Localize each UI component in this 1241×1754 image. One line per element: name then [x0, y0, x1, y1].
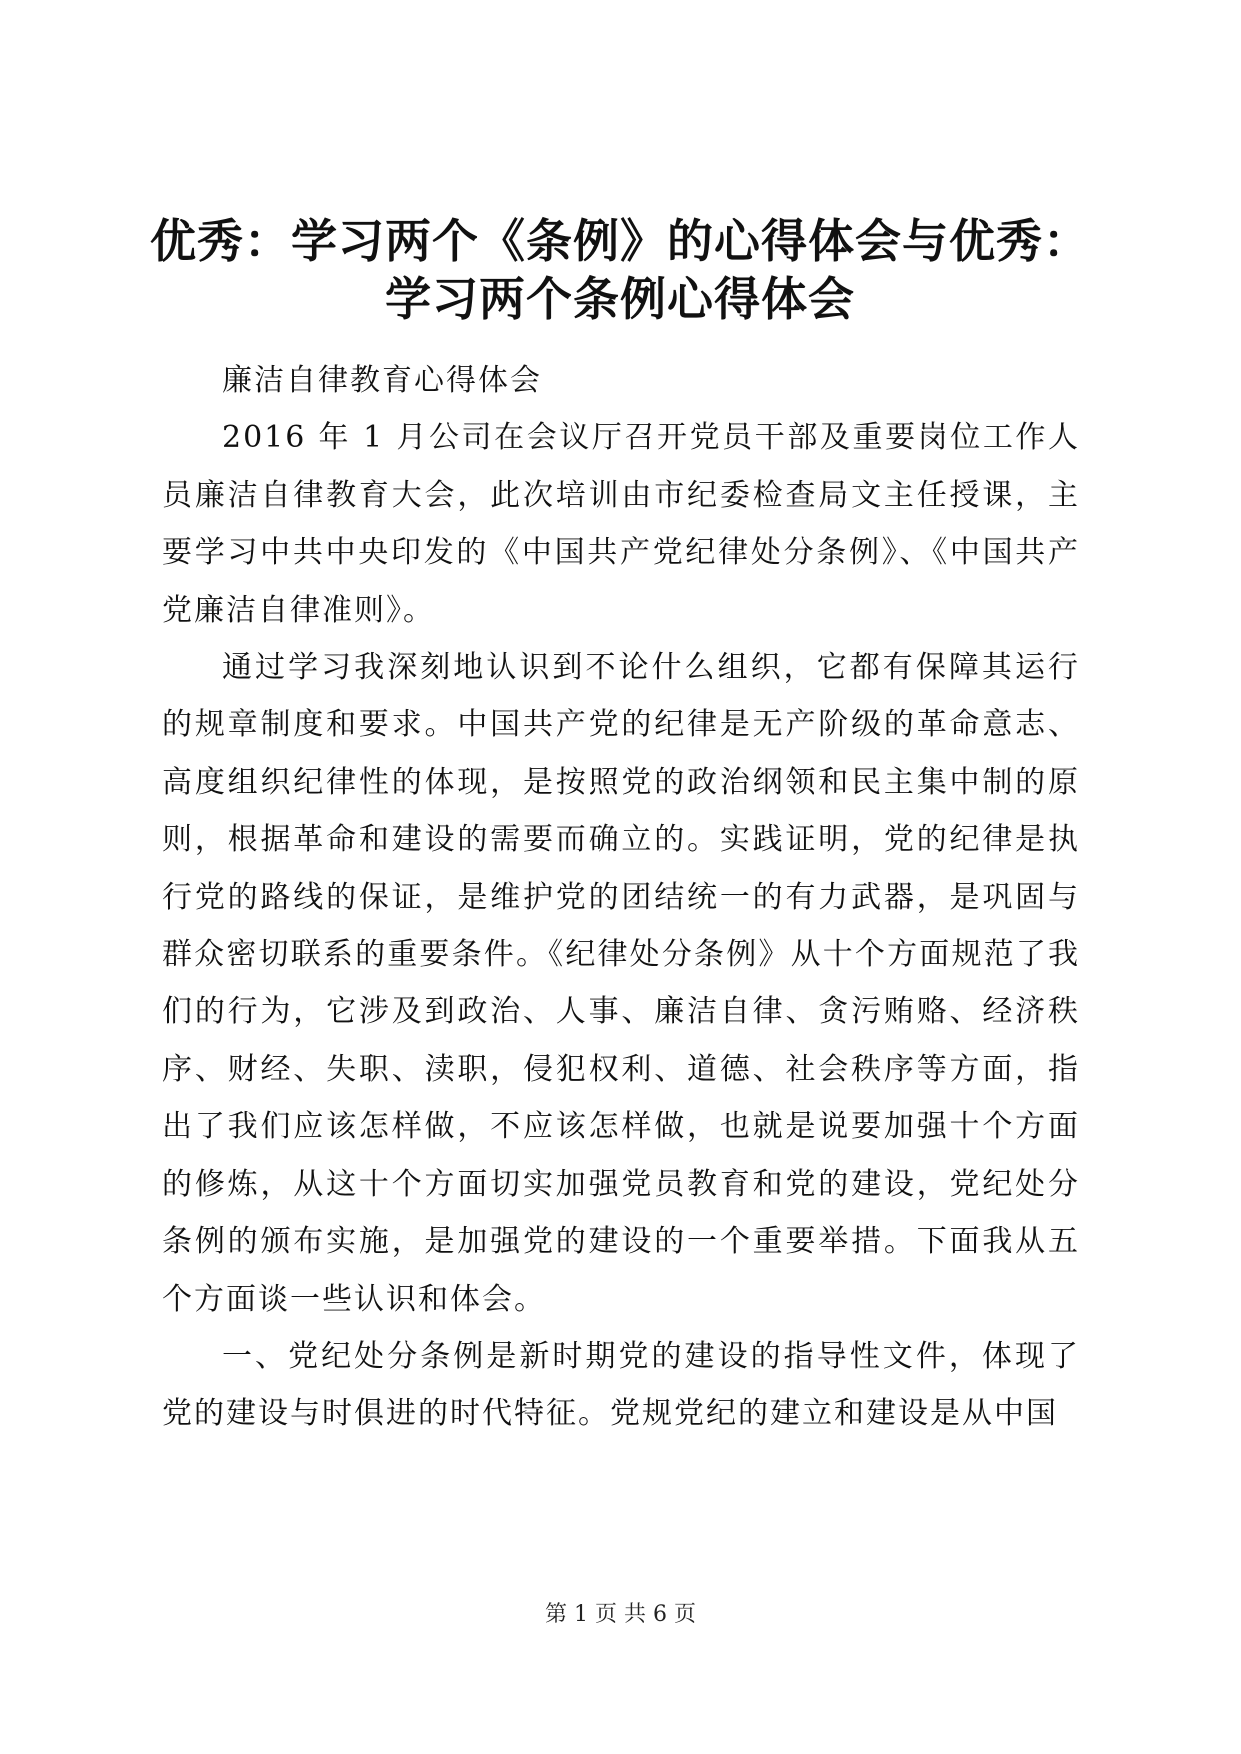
title-line-1: 优秀：学习两个《条例》的心得体会与优秀：: [150, 214, 1090, 268]
title-line-2: 学习两个条例心得体会: [385, 272, 855, 326]
subtitle-paragraph: 廉洁自律教育心得体会: [222, 363, 542, 398]
document-title: [150, 212, 1090, 328]
body-paragraph: 通过学习我深刻地认识到不论什么组织，它都有保障其运行的规章制度和要求。中国共产党的纪律是无产阶级的革命意志、高度组织纪律性的体现，是按照党的政治纲领和民主集中制的原则，根据革命和建设的需要而确立的。实践证明，党的纪律是执行党的路线的保证，是维护党的团结统一的有力武器，是巩固与群众密切联系的重要条件。《纪律处分条例》从十个方面规范了我们的行为，它涉及到政治、人事、廉洁自律、贪污贿赂、经济秩序、财经、失职、渎职，侵犯权利、道德、社会秩序等方面，指出了我们应该怎样做，不应该怎样做，也就是说要加强十个方面的修炼，从这十个方面切实加强党员教育和党的建设，党纪处分条例的颁布实施，是加强党的建设的一个重要举措。下面我从五个方面谈一些认识和体会。: [162, 650, 1080, 1317]
body-paragraph: 2016 年 1 月公司在会议厅召开党员干部及重要岗位工作人员廉洁自律教育大会，此次培训由市纪委检查局文主任授课，主要学习中共中央印发的《中国共产党纪律处分条例》、《中国共产党廉洁自律准则》。: [162, 420, 1080, 628]
page-number-footer: 第 1 页 共 6 页: [545, 1602, 696, 1627]
document-body: [162, 352, 1080, 1443]
body-paragraph: 一、党纪处分条例是新时期党的建设的指导性文件，体现了党的建设与时俱进的时代特征。党规党纪的建立和建设是从中国: [162, 1338, 1080, 1432]
